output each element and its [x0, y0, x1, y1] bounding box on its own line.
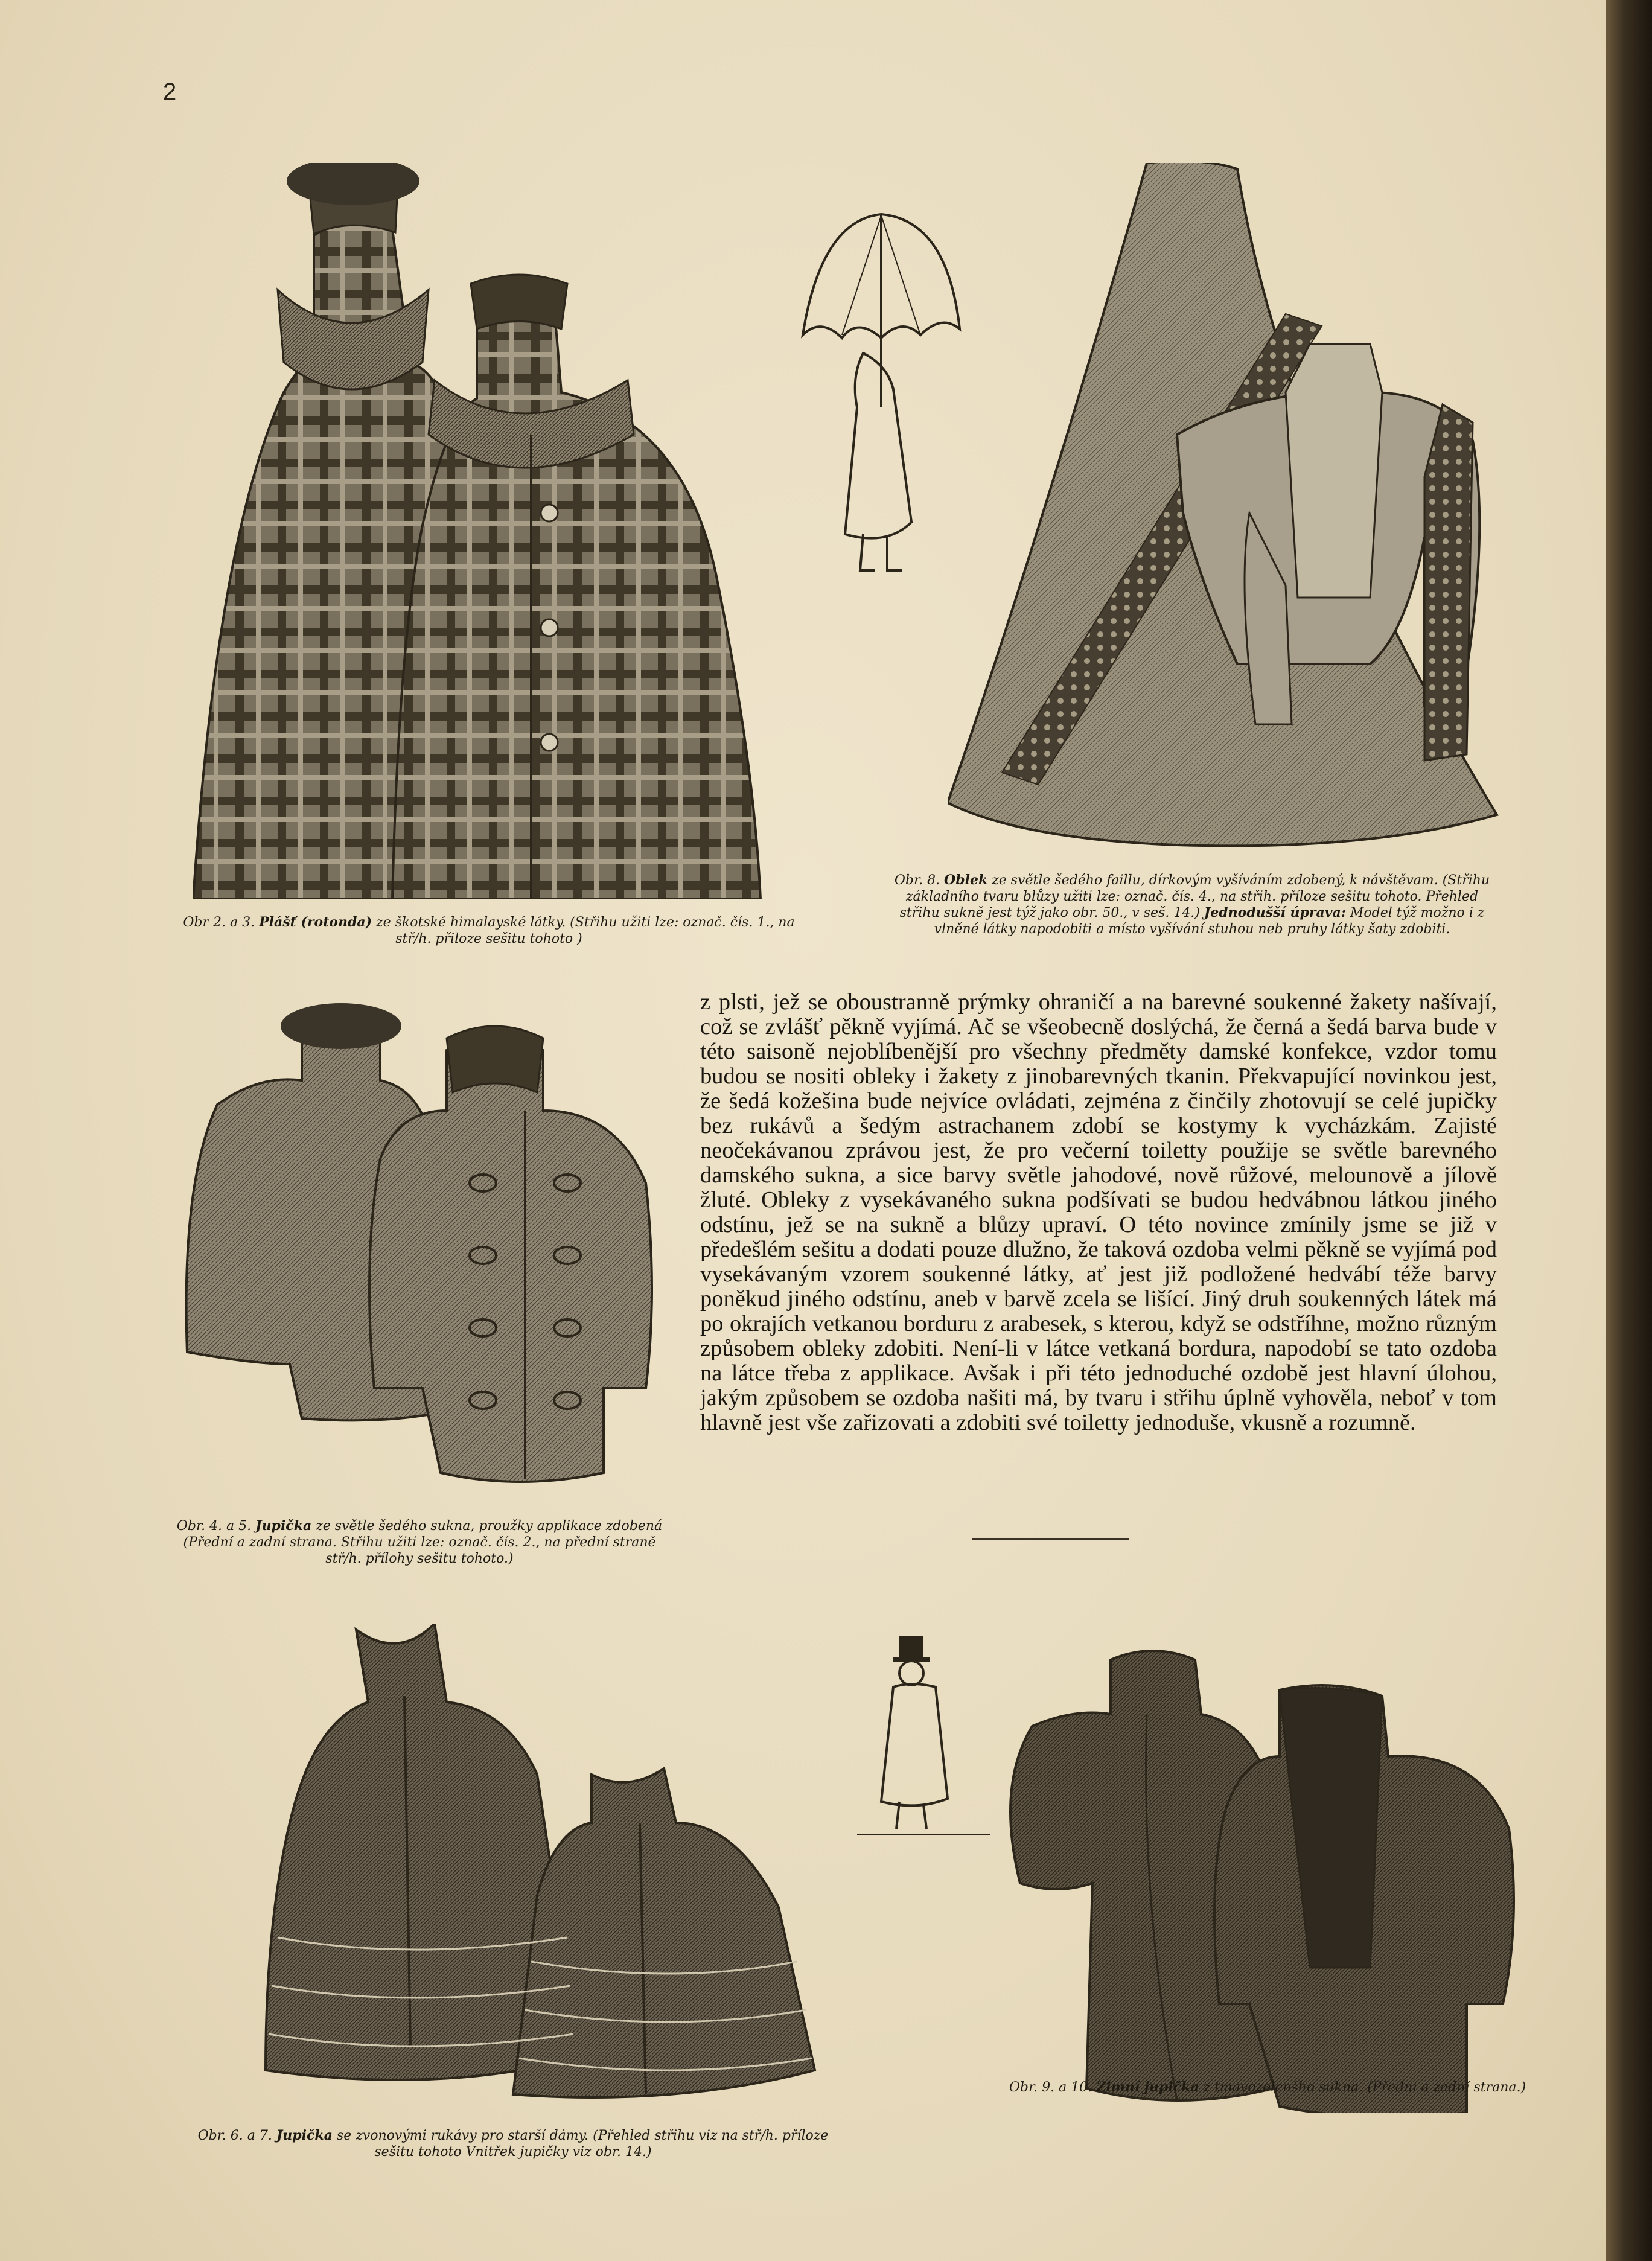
- caption-text: ze škotské himalayské látky. (Střihu užiti lze: označ. čís. 1., na stř/h. přiloze sešitu tohoto ): [376, 915, 795, 946]
- caption-text: ze světle šedého sukna, proužky applikace zdobená (Přední a zadní strana. Střihu užiti lze: označ. čís. 2., na přední straně stř/h. přílohy sešitu tohoto.): [183, 1519, 663, 1566]
- caption-title-2: Jednodušší úprava:: [1204, 905, 1346, 920]
- caption-prefix: Obr. 9. a 10.: [1009, 2080, 1092, 2095]
- article-paragraph: z plsti, jež se oboustranně prýmky ohraničí a na barevné soukenné žakety našívají, což se zvlášť pěkně vyjímá. Ač se všeobecně doslýchá, že černá a šedá barva bude v této saisoně nejoblíbenější pro všechny předměty damské konfekce, vzdor tomu budou se nositi obleky i žakety z jinobarevných tkanin. Překvapující novinkou jest, že šedá kožešina bude nejvíce ovládati, zejména z činčily zhotovují se celé jupičky bez rukávů a šedým astrachanem zdobí se kostymy k vycházkám. Zajisté neočekávanou zprávou jest, že pro večerní toiletty použije se světle barevného damského sukna, a sice barvy světle jahodové, nově růžové, melounově a jílově žluté. Obleky z vysekávaného sukna podšívati se budou hedvábnou látkou jiného odstínu, jež se na sukně a blůzy upraví. O této novince zmínily jsme se již v předešlém sešitu a dodati pouze dlužno, že taková ozdoba velmi pěkně se vyjímá pod vysekávaným vzorem soukenné látky, ať jest již podložené hedvábí téže barvy poněkud jiného odstínu, aneb v barvě zcela se lišící. Jiný druh soukenných látek má po okrajích vetkanou borduru z arabesek, s kterou, když se odstříhne, možno různým způsobem obleky zdobiti. Není-li v látce vetkaná bordura, napodobí se tato ozdoba na látce třeba z applikace. Avšak i při této jednoduché ozdobě jest hlavní úlohou, jakým způsobem se ozdoba našiti má, by tvaru i střihu úplně vyhověla, neboť v tom hlavně jest vše zařizovati a zdobiti své toiletty jednoduše, vkusně a rozumně.: [700, 989, 1497, 1435]
- caption-text: ze světle šedého faillu, dírkovým vyšíváním zdobený, k návštěvam. (Střihu základního tvaru blůzy užiti lze: označ. čís. 4., na střih. příloze sešitu tohoto. Přehled střihu sukně jest týž jako obr. 50., v seš. 14.): [899, 873, 1490, 920]
- caption-title: Oblek: [944, 872, 988, 888]
- illustration-skirt-bodice: [948, 163, 1521, 851]
- caption-title: Zimní jupička: [1096, 2079, 1199, 2095]
- caption-title: Jupička: [255, 1518, 312, 1534]
- caption-prefix: Obr. 4. a 5.: [176, 1519, 252, 1534]
- illustration-bell-sleeve-jackets: [254, 1624, 857, 2106]
- illustration-jackets: [181, 1002, 664, 1497]
- illustration-winter-jackets: [996, 1630, 1527, 2113]
- caption-fig-6-7: [181, 2128, 845, 2160]
- caption-prefix: Obr 2. a 3.: [183, 915, 255, 930]
- illustration-gentleman: [851, 1630, 996, 1847]
- caption-title: Plášť (rotonda): [259, 914, 372, 930]
- page-number: 2: [163, 78, 177, 105]
- caption-fig-4-5: [169, 1518, 670, 1567]
- caption-text-2: Model týž možno i z vlněné látky napodobiti a místo vyšívání stuhou neb pruhy látky šaty zdobiti.: [934, 905, 1485, 937]
- caption-fig-8: [884, 872, 1500, 937]
- section-divider: [972, 1538, 1129, 1540]
- illustration-umbrella-lady: [797, 208, 966, 595]
- caption-text: z tmavozelenšho sukna. (Přední a zadní strana.): [1203, 2080, 1526, 2095]
- caption-prefix: Obr. 6. a 7.: [197, 2128, 272, 2143]
- book-binding-edge: [1606, 0, 1652, 2261]
- illustration-capes: [193, 163, 827, 899]
- caption-title: Jupička: [276, 2128, 333, 2143]
- caption-text: se zvonovými rukávy pro starší dámy. (Přehled střihu viz na stř/h. příloze sešitu tohoto Vnitřek jupičky viz obr. 14.): [336, 2128, 829, 2160]
- caption-prefix: Obr. 8.: [894, 873, 940, 888]
- caption-fig-9-10: [1008, 2079, 1527, 2096]
- caption-fig-2-3: [172, 914, 806, 947]
- article-body: [700, 990, 1497, 1435]
